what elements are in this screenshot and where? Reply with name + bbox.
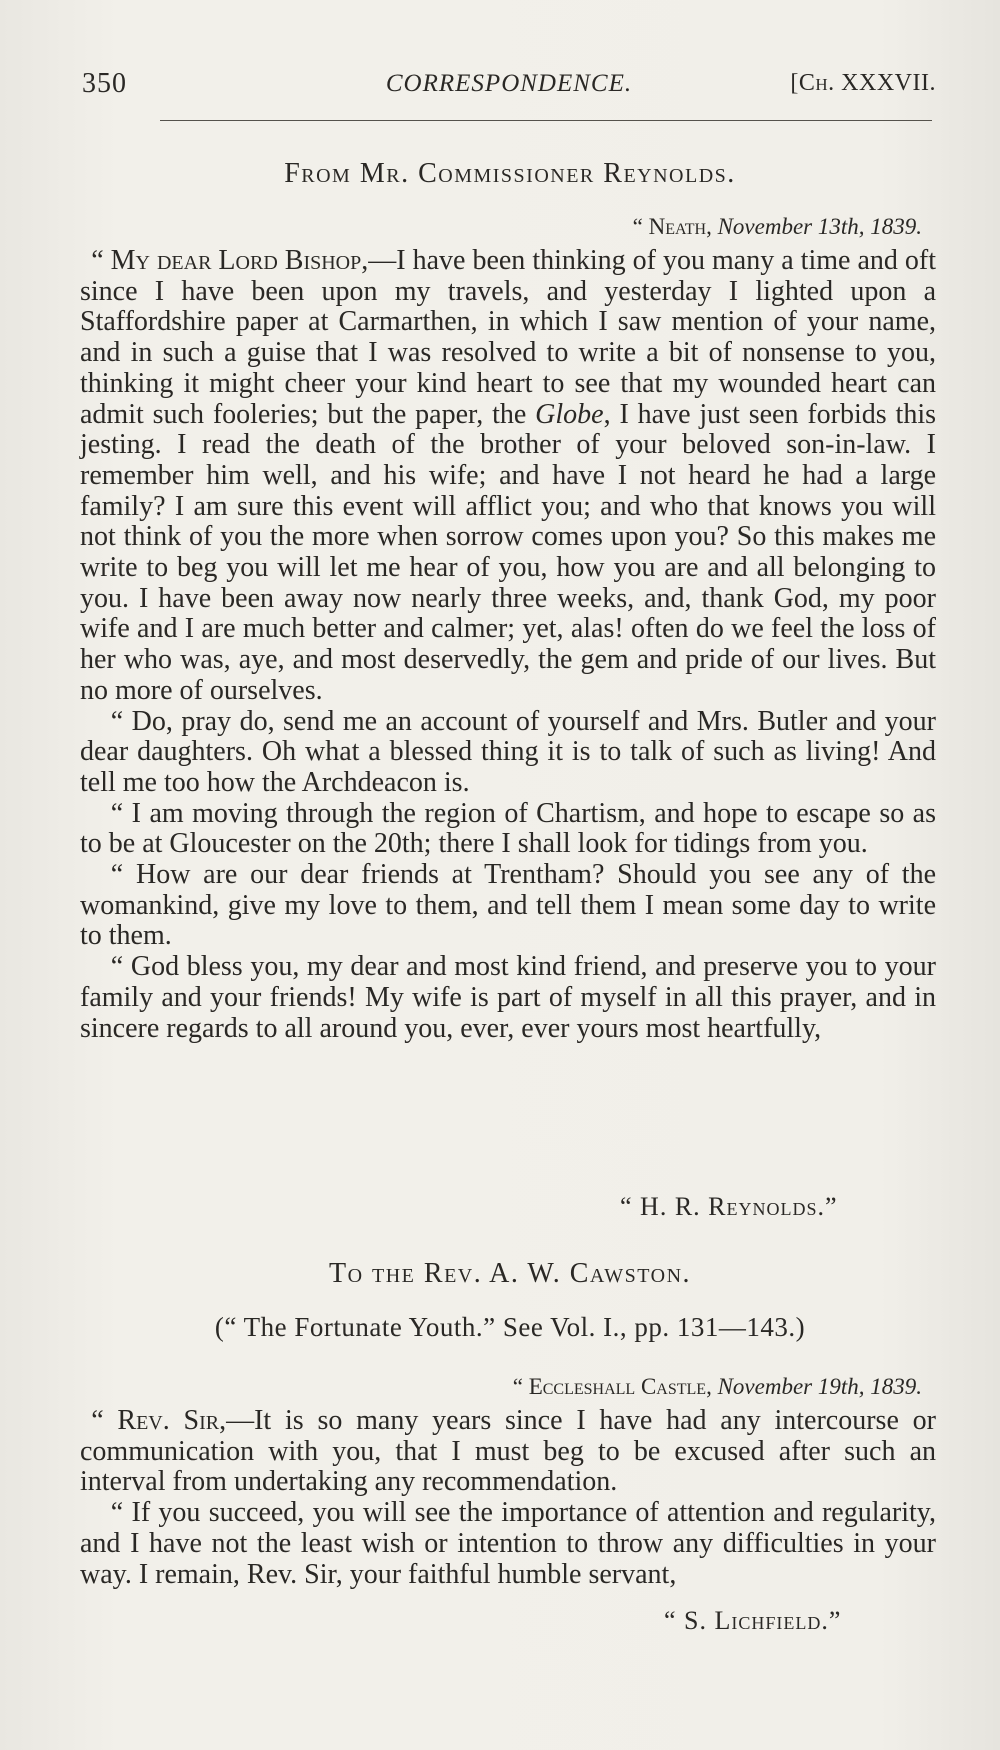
letter1-p1-text-a: —I have been thinking of you many a time and oft since I have been upon my travels, and yesterday I lighted upon a Staffordshire paper at Carmarthen, in which I saw mention of your name, and in such a guise that I was resolved to write a bit of nonsense to you, thinking it might cheer your kind heart to see that my wounded heart can admit such fooleries; but the paper, the [80,245,936,430]
letter2-salutation: “ Rev. Sir, [91,1405,227,1436]
chapter-reference: [Ch. XXXVII. [790,70,936,96]
letter2-paragraph: “ If you succeed, you will see the importance of attention and regularity, and I have not the least wish or intention to throw any difficulties in your way. I remain, Rev. Sir, your faithful humble servant, [80,1497,936,1590]
letter2-dateline-date: November 19th, 1839. [717,1374,922,1399]
page-number: 350 [82,68,127,99]
letter1-paragraph: “ God bless you, my dear and most kind friend, and preserve you to your family and your friends! My wife is part of myself in all this prayer, and in sincere regards to all around you, ever, ever yours most heartfully, [80,951,936,1044]
letter1-p1-text-b: , I have just seen forbids this jesting. I read the death of the brother of your beloved son-in-law. I remember him well, and his wife; and have I not heard he had a large family? I am sure this event will afflict you; and who that knows you will not think of you the more when sorrow comes upon you? So this makes me write to beg you will let me hear of you, how you are and all belonging to you. I have been away now nearly three weeks, and, thank God, my poor wife and I are much better and calmer; yet, alas! often do we feel the loss of her who was, aye, and most deservedly, the gem and pride of our lives. But no more of ourselves. [80,398,936,706]
running-title: CORRESPONDENCE. [385,70,633,97]
letter1-paragraph: “ I am moving through the region of Chartism, and hope to escape so as to be at Gloucester on the 20th; there I shall look for tidings from you. [80,797,936,860]
letter1-signature: “ H. R. Reynolds.” [620,1192,838,1221]
letter2-paragraph [80,1406,936,1498]
letter1-paragraph [80,246,936,707]
letter2-p1-text: —It is so many years since I have had any intercourse or communication with you, that I must beg to be excused after such an interval from undertaking any recommendation. [80,1405,936,1498]
letter1-body [80,246,936,1044]
letter2-heading: To the Rev. A. W. Cawston. [328,1258,692,1289]
letter1-dateline-place: “ Neath, [632,214,712,239]
header-rule [160,120,932,121]
letter1-heading: From Mr. Commissioner Reynolds. [284,158,736,189]
letter1-salutation: “ My dear Lord Bishop, [91,245,369,276]
letter1-paragraph: “ Do, pray do, send me an account of yourself and Mrs. Butler and your dear daughters. Oh what a blessed thing it is to talk of such as living! And tell me too how the Archdeacon is. [80,705,936,798]
globe-newspaper-title: Globe [535,398,604,430]
letter1-paragraph: “ How are our dear friends at Trentham? Should you see any of the womankind, give my love to them, and tell them I mean some day to write to them. [80,859,936,952]
letter2-subheading: (“ The Fortunate Youth.” See Vol. I., pp. 131—143.) [214,1312,806,1342]
letter2-dateline [513,1374,922,1400]
letter2-body [80,1406,936,1590]
letter2-signature: “ S. Lichfield.” [664,1606,842,1635]
letter1-dateline [633,214,922,240]
letter1-dateline-date: November 13th, 1839. [717,214,922,239]
page-header [82,68,936,108]
letter2-dateline-place: “ Eccleshall Castle, [512,1374,712,1399]
